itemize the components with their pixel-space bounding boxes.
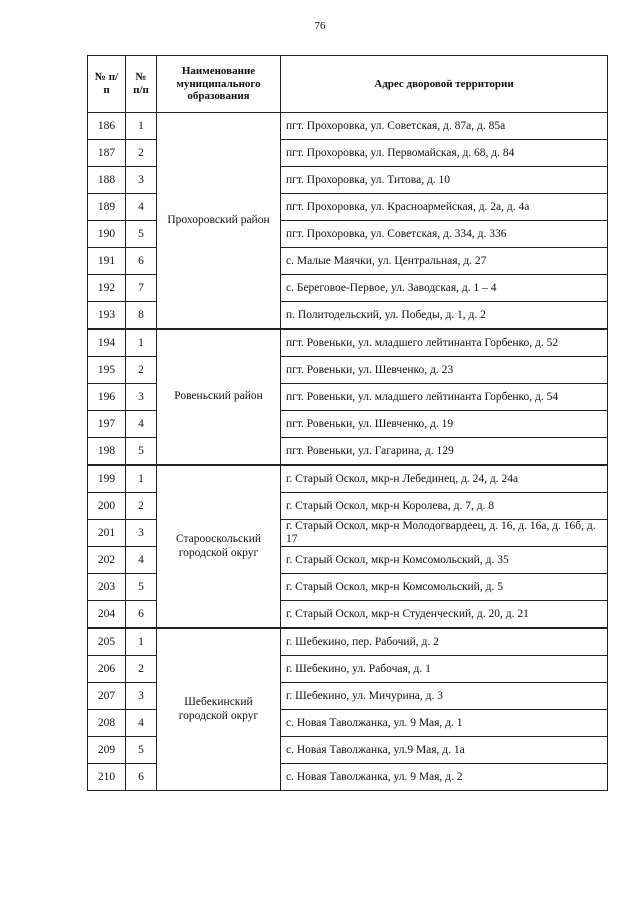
row-number: 192	[88, 275, 126, 302]
group-row-number: 3	[126, 683, 157, 710]
group-row-number: 6	[126, 764, 157, 791]
row-number: 200	[88, 493, 126, 520]
address-cell: пгт. Прохоровка, ул. Советская, д. 87а, д. 85а	[281, 113, 608, 140]
group-row-number: 6	[126, 248, 157, 275]
row-number: 201	[88, 520, 126, 547]
row-number: 186	[88, 113, 126, 140]
row-number: 202	[88, 547, 126, 574]
address-cell: с. Новая Таволжанка, ул. 9 Мая, д. 1	[281, 710, 608, 737]
header-num1: № п/п	[88, 56, 126, 113]
group-row-number: 4	[126, 547, 157, 574]
address-cell: пгт. Прохоровка, ул. Первомайская, д. 68, д. 84	[281, 140, 608, 167]
municipality-name: Шебекинский городской округ	[157, 628, 281, 791]
row-number: 189	[88, 194, 126, 221]
row-number: 206	[88, 656, 126, 683]
row-number: 193	[88, 302, 126, 330]
address-cell: пгт. Ровеньки, ул. младшего лейтинанта Горбенко, д. 52	[281, 329, 608, 357]
group-row-number: 2	[126, 656, 157, 683]
row-number: 199	[88, 465, 126, 493]
group-row-number: 5	[126, 574, 157, 601]
row-number: 205	[88, 628, 126, 656]
address-cell: пгт. Ровеньки, ул. Шевченко, д. 19	[281, 411, 608, 438]
address-cell: с. Новая Таволжанка, ул. 9 Мая, д. 2	[281, 764, 608, 791]
group-row-number: 3	[126, 384, 157, 411]
group-row-number: 5	[126, 438, 157, 466]
address-cell: с. Малые Маячки, ул. Центральная, д. 27	[281, 248, 608, 275]
row-number: 190	[88, 221, 126, 248]
table-header-row	[88, 56, 608, 113]
address-cell: пгт. Прохоровка, ул. Красноармейская, д. 2а, д. 4а	[281, 194, 608, 221]
address-cell: пгт. Прохоровка, ул. Титова, д. 10	[281, 167, 608, 194]
row-number: 210	[88, 764, 126, 791]
row-number: 191	[88, 248, 126, 275]
address-cell: г. Шебекино, ул. Рабочая, д. 1	[281, 656, 608, 683]
address-cell: пгт. Ровеньки, ул. Шевченко, д. 23	[281, 357, 608, 384]
address-cell: г. Шебекино, ул. Мичурина, д. 3	[281, 683, 608, 710]
group-row-number: 2	[126, 140, 157, 167]
row-number: 195	[88, 357, 126, 384]
table-row	[88, 628, 608, 656]
group-row-number: 5	[126, 221, 157, 248]
address-cell: п. Политодельский, ул. Победы, д. 1, д. 2	[281, 302, 608, 330]
address-cell: г. Старый Оскол, мкр-н Комсомольский, д. 5	[281, 574, 608, 601]
group-row-number: 3	[126, 520, 157, 547]
table-row	[88, 113, 608, 140]
group-row-number: 1	[126, 628, 157, 656]
address-cell: г. Старый Оскол, мкр-н Лебединец, д. 24, д. 24а	[281, 465, 608, 493]
row-number: 207	[88, 683, 126, 710]
row-number: 209	[88, 737, 126, 764]
group-row-number: 4	[126, 710, 157, 737]
header-address: Адрес дворовой территории	[281, 56, 608, 113]
address-cell: г. Шебекино, пер. Рабочий, д. 2	[281, 628, 608, 656]
header-municipality: Наименование муниципального образования	[157, 56, 281, 113]
row-number: 198	[88, 438, 126, 466]
group-row-number: 4	[126, 194, 157, 221]
row-number: 203	[88, 574, 126, 601]
municipality-name: Прохоровский район	[157, 113, 281, 330]
group-row-number: 8	[126, 302, 157, 330]
group-row-number: 3	[126, 167, 157, 194]
group-row-number: 2	[126, 357, 157, 384]
table-body	[88, 113, 608, 791]
address-cell: пгт. Прохоровка, ул. Советская, д. 334, д. 336	[281, 221, 608, 248]
address-cell: г. Старый Оскол, мкр-н Королева, д. 7, д. 8	[281, 493, 608, 520]
address-cell: пгт. Ровеньки, ул. младшего лейтинанта Горбенко, д. 54	[281, 384, 608, 411]
row-number: 204	[88, 601, 126, 629]
address-cell: пгт. Ровеньки, ул. Гагарина, д. 129	[281, 438, 608, 466]
group-row-number: 6	[126, 601, 157, 629]
address-cell: г. Старый Оскол, мкр-н Студенческий, д. 20, д. 21	[281, 601, 608, 629]
table-row	[88, 329, 608, 357]
address-table	[87, 55, 608, 791]
row-number: 188	[88, 167, 126, 194]
page-number: 76	[314, 20, 326, 32]
group-row-number: 4	[126, 411, 157, 438]
group-row-number: 1	[126, 113, 157, 140]
row-number: 194	[88, 329, 126, 357]
group-row-number: 1	[126, 465, 157, 493]
municipality-name: Старооскольский городской округ	[157, 465, 281, 628]
address-cell: г. Старый Оскол, мкр-н Комсомольский, д. 35	[281, 547, 608, 574]
address-cell: с. Береговое-Первое, ул. Заводская, д. 1 – 4	[281, 275, 608, 302]
row-number: 187	[88, 140, 126, 167]
address-cell: с. Новая Таволжанка, ул.9 Мая, д. 1а	[281, 737, 608, 764]
row-number: 196	[88, 384, 126, 411]
row-number: 208	[88, 710, 126, 737]
address-cell: г. Старый Оскол, мкр-н Молодогвардеец, д. 16, д. 16а, д. 16б, д. 17	[281, 520, 608, 547]
group-row-number: 1	[126, 329, 157, 357]
table-row	[88, 465, 608, 493]
group-row-number: 5	[126, 737, 157, 764]
header-num2: № п/п	[126, 56, 157, 113]
row-number: 197	[88, 411, 126, 438]
group-row-number: 2	[126, 493, 157, 520]
group-row-number: 7	[126, 275, 157, 302]
municipality-name: Ровеньский район	[157, 329, 281, 465]
